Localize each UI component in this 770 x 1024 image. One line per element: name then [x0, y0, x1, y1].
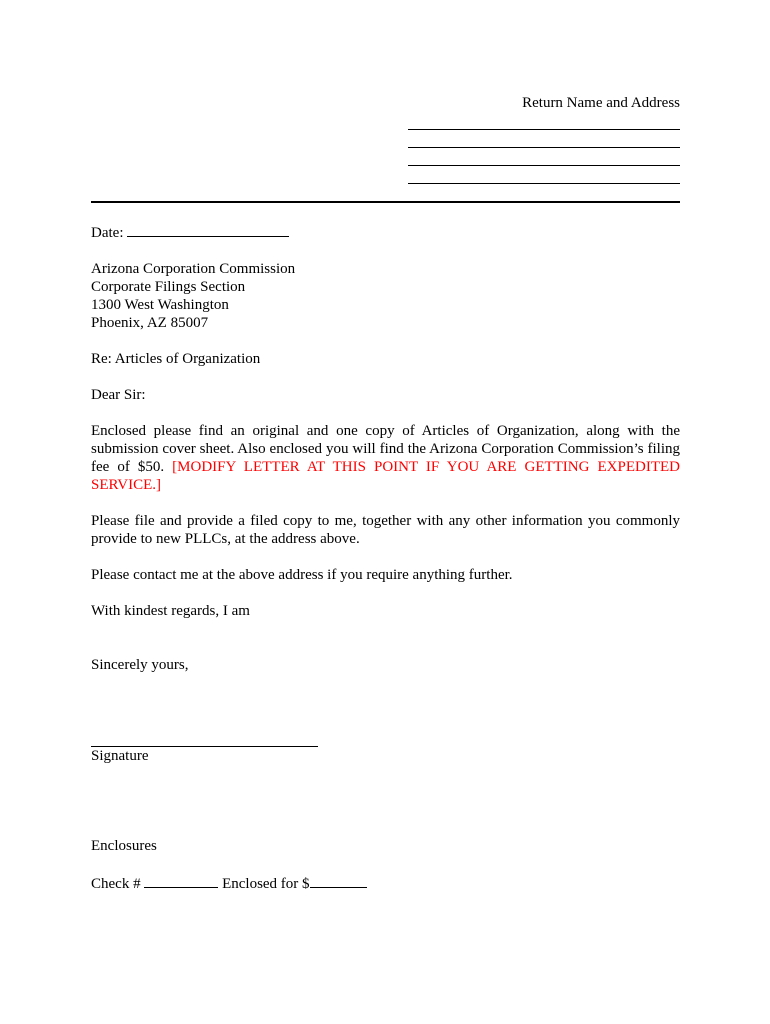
recipient-section: Corporate Filings Section — [91, 279, 246, 295]
check-amount-blank — [310, 873, 367, 888]
salutation: Dear Sir: — [91, 387, 146, 403]
date-label: Date: — [91, 225, 124, 241]
header-divider — [91, 201, 680, 203]
spacer — [91, 692, 680, 728]
check-label: Check # — [91, 876, 141, 892]
return-address-line-4 — [408, 166, 680, 184]
recipient-street: 1300 West Washington — [91, 297, 229, 313]
enclosed-label: Enclosed for $ — [222, 876, 310, 892]
paragraph-enclosed — [91, 422, 680, 494]
signature-label: Signature — [91, 748, 149, 764]
spacer — [91, 819, 680, 837]
recipient-address — [91, 260, 680, 332]
spacer — [91, 728, 680, 746]
letter-body — [91, 222, 680, 911]
return-address-line-3 — [408, 148, 680, 166]
date-blank — [127, 222, 289, 237]
paragraph-file-request: Please file and provide a filed copy to me, together with any other information you commonly provide to new PLLCs, at the address above. — [91, 513, 680, 547]
re-line: Re: Articles of Organization — [91, 351, 261, 367]
spacer — [91, 638, 680, 656]
enclosures-label: Enclosures — [91, 838, 157, 854]
return-address-line-2 — [408, 130, 680, 148]
closing-regards: With kindest regards, I am — [91, 603, 250, 619]
date-line — [91, 222, 680, 242]
return-address-title: Return Name and Address — [522, 95, 680, 111]
recipient-name: Arizona Corporation Commission — [91, 261, 296, 277]
closing-sincerely: Sincerely yours, — [91, 657, 189, 673]
paragraph-contact: Please contact me at the above address if you require anything further. — [91, 567, 513, 583]
spacer — [91, 783, 680, 819]
paragraph-enclosed-text: Enclosed please find an original and one copy of Articles of Organization, along with the submission cover sheet. Also enclosed you will find the Arizona Corporation Commission’s filing fee of $50. — [91, 423, 680, 475]
return-address-line-1 — [408, 112, 680, 130]
check-line — [91, 873, 680, 893]
return-address-block — [408, 94, 680, 184]
check-number-blank — [144, 873, 218, 888]
recipient-city: Phoenix, AZ 85007 — [91, 315, 209, 331]
modify-letter-note: [MODIFY LETTER AT THIS POINT IF YOU ARE GETTING EXPEDITED SERVICE.] — [91, 459, 680, 493]
